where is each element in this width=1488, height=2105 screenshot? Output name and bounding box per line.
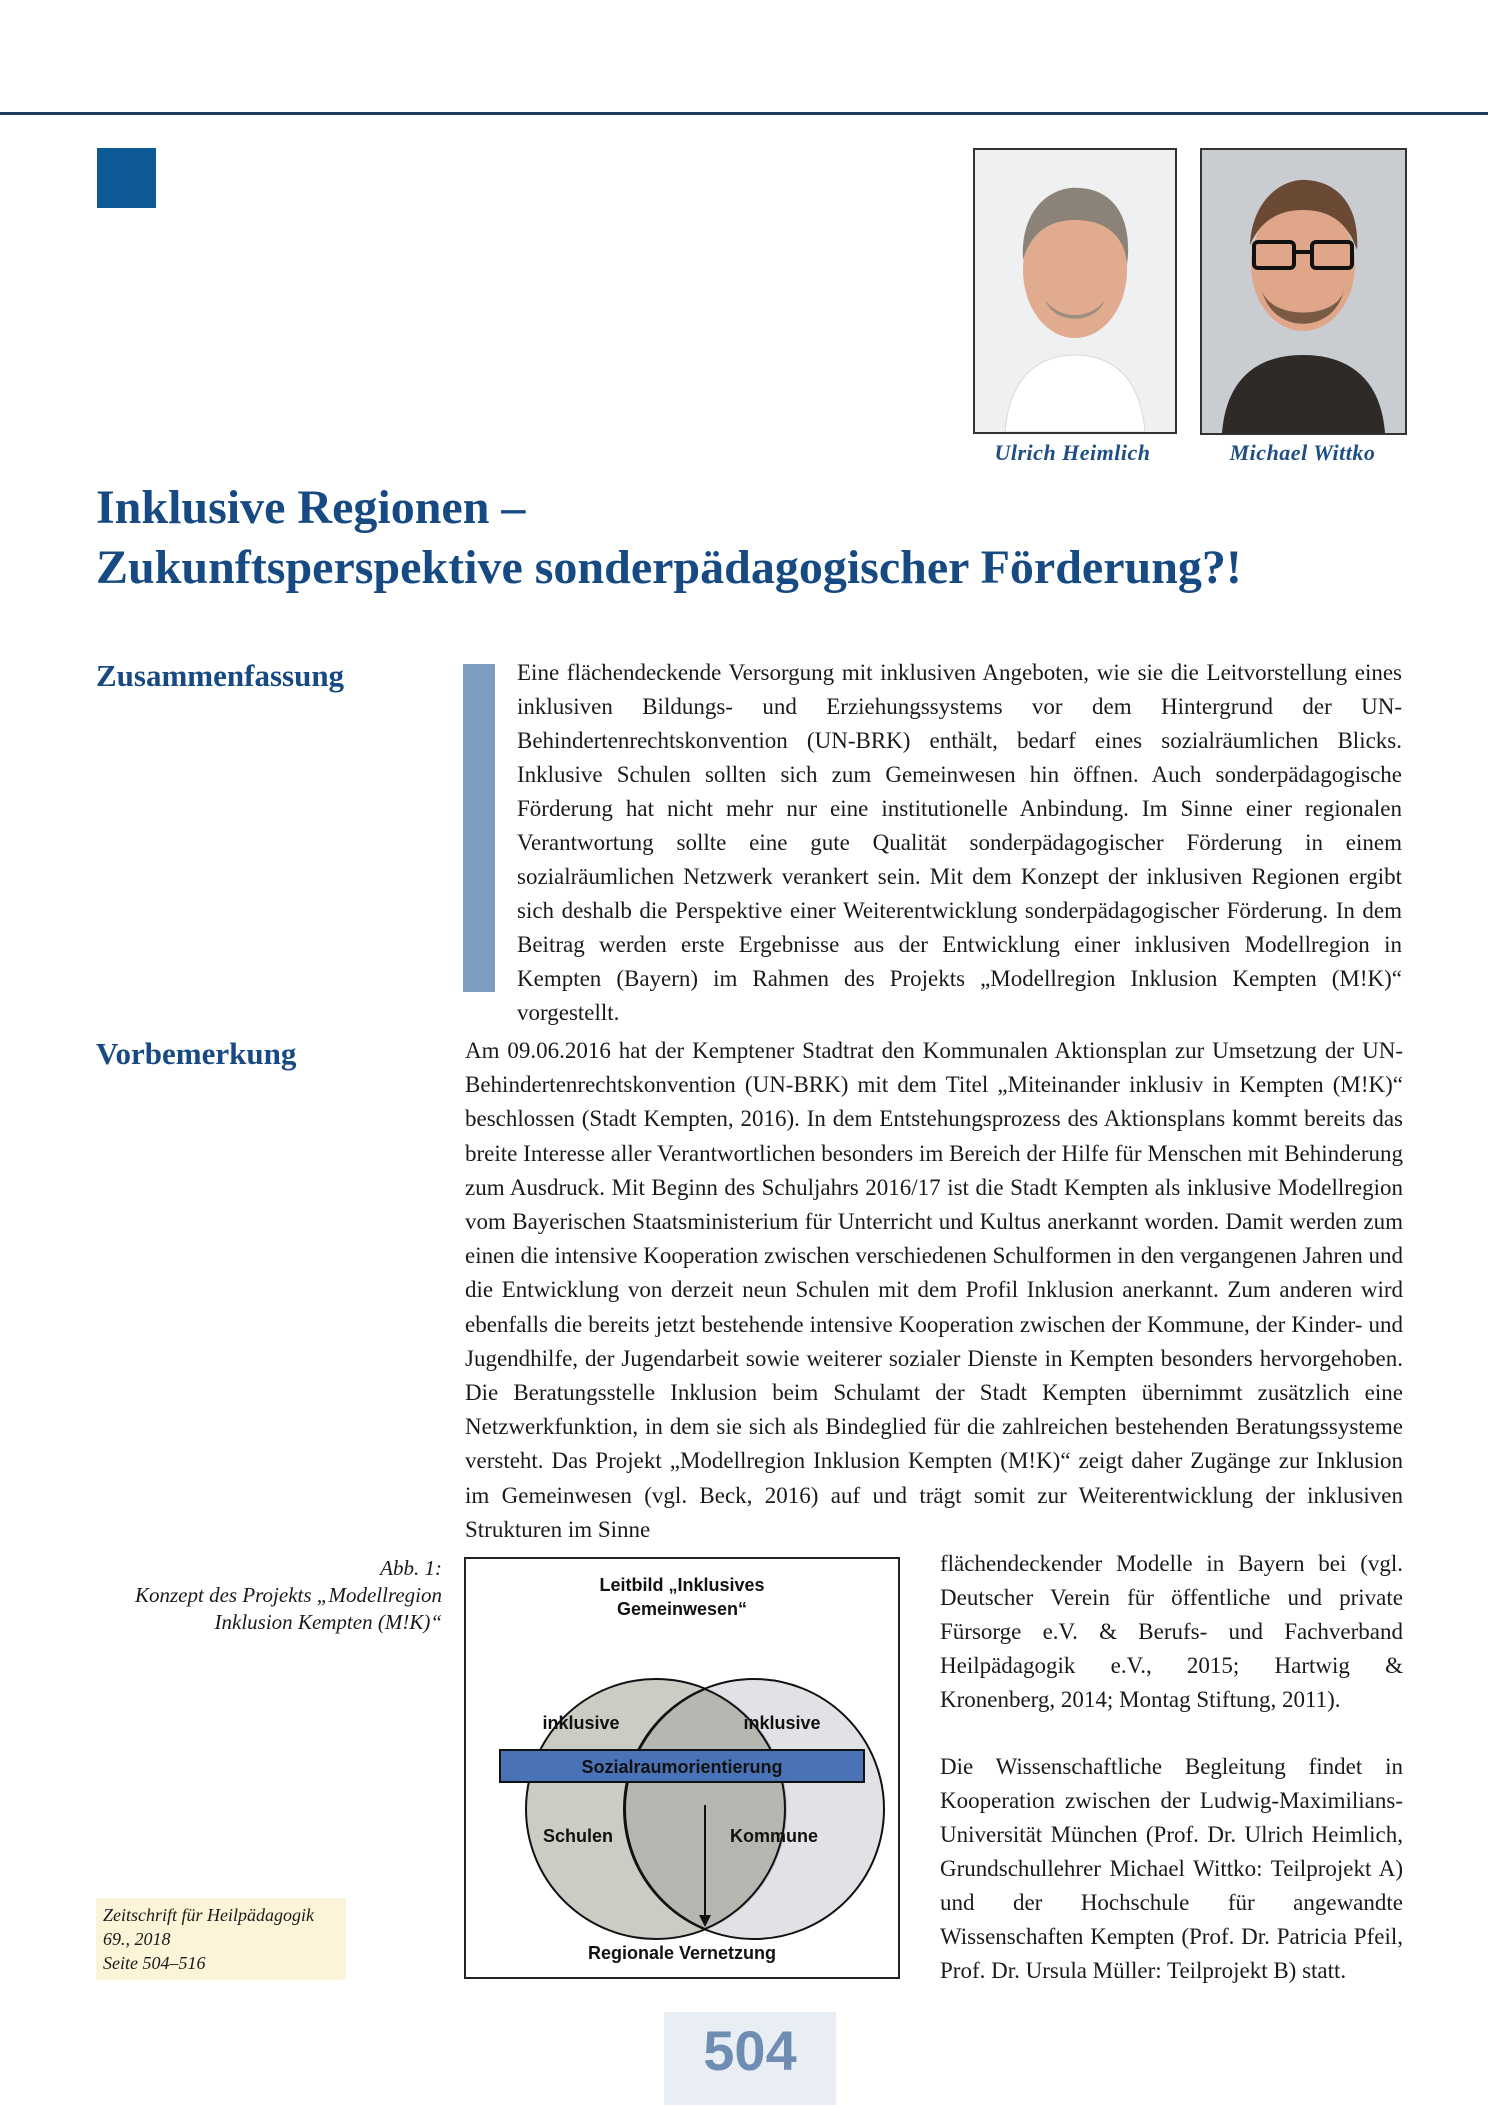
left-bottom-label: Schulen [542,1826,614,1846]
portrait-placeholder-icon [1202,150,1405,433]
caption-line: Konzept des Projekts „Modellregion [135,1583,442,1607]
journal-line: Zeitschrift für Heilpädagogik [103,1905,314,1925]
page-number: 504 [703,2019,797,2082]
abstract-side-bar [463,664,495,992]
author-photo-wittko [1200,148,1407,435]
title-line: Inklusive Regionen – [96,481,526,534]
bottom-label: Regionale Vernetzung [587,1943,777,1963]
author-photo-heimlich [973,148,1177,434]
intro-paragraph-continued: flächendeckender Modelle in Bayern bei (vgl. Deutscher Verein für öffentliche und private Fürsorge e.V. & Berufs- und Fachverband Heilpädagogik e.V., 2015; Hartwig & Kronenberg, 2014; Montag Stiftung, 2011). [940,1551,1403,1712]
author-name: Ulrich Heimlich [994,440,1151,465]
leitbild-line: Gemeinwesen“ [616,1599,748,1619]
journal-line: 69., 2018 [103,1929,171,1949]
abstract-heading: Zusammenfassung [96,658,345,693]
intro-heading: Vorbemerkung [96,1036,297,1071]
concept-diagram [464,1557,900,1979]
right-top-label: inklusive [743,1713,821,1733]
figure-caption [96,1555,442,1636]
abstract-text: Eine flächendeckende Versorgung mit inklusiven Angeboten, wie sie die Leitvorstellung eines inklusiven Bildungs- und Erziehungssystems vor dem Hintergrund der UN-Behindertenrechtskonvention (UN-BRK) enthält, bedarf eines sozialräumlichen Blicks. Inklusive Schulen sollten sich zum Gemeinwesen hin öffnen. Auch sonderpädagogische Förderung hat nicht mehr nur eine institutionelle Anbindung. Im Sinne einer regionalen Verantwortung sollte eine gute Qualität sonderpädagogischer Förderung in einem sozialräumlichen Netzwerk verankert sein. Mit dem Konzept der inklusiven Regionen ergibt sich deshalb die Perspektive einer Weiterentwicklung sonderpädagogischer Förderung. In dem Beitrag werden erste Ergebnisse aus der Entwicklung einer inklusiven Modellregion in Kempten (Bayern) im Rahmen des Projekts „Modellregion Inklusion Kempten (M!K)“ vorgestellt. [517,660,1402,1025]
portrait-placeholder-icon [975,150,1175,432]
left-top-label: inklusive [542,1713,620,1733]
right-bottom-label: Kommune [729,1826,819,1846]
page-number-box [664,2012,836,2105]
caption-line: Abb. 1: [380,1556,442,1580]
intro-paragraph: Am 09.06.2016 hat der Kemptener Stadtrat den Kommunalen Aktionsplan zur Umsetzung der UN-Behindertenrechtskonvention (UN-BRK) mit dem Titel „Miteinander inklusiv in Kempten (M!K)“ beschlossen (Stadt Kempten, 2016). In dem Entstehungsprozess des Aktionsplans kommt bereits das breite Interesse aller Verantwortlichen besonders im Bereich der Hilfe für Menschen mit Behinderung zum Ausdruck. Mit Beginn des Schuljahrs 2016/17 ist die Stadt Kempten als inklusive Modellregion vom Bayerischen Staatsministerium für Unterricht und Kultus anerkannt worden. Damit werden zum einen die intensive Kooperation zwischen verschiedenen Schulformen in den vergangenen Jahren und die Entwicklung von derzeit neun Schulen mit dem Profil Inklusion anerkannt. Zum anderen wird ebenfalls die bereits jetzt bestehende intensive Kooperation zwischen der Kommune, der Kinder- und Jugendhilfe, der Jugendarbeit sowie weiterer sozialer Dienste in Kempten besonders hervorgehoben. Die Beratungsstelle Inklusion beim Schulamt der Stadt Kempten übernimmt zusätzlich eine Netzwerkfunktion, in dem sie sich als Bindeglied für die zahlreichen bestehenden Beratungssysteme versteht. Das Projekt „Modellregion Inklusion Kempten (M!K)“ zeigt daher Zugänge zur Inklusion im Gemeinwesen (vgl. Beck, 2016) auf und trägt somit zur Weiterentwicklung der inklusiven Strukturen im Sinne [465,1038,1403,1542]
title-line: Zukunftsperspektive sonderpädagogischer Förderung?! [96,541,1242,594]
scientific-support-paragraph: Die Wissenschaftliche Begleitung findet in Kooperation zwischen der Ludwig-Maximilians-Universität München (Prof. Dr. Ulrich Heimlich, Grundschullehrer Michael Wittko: Teilprojekt A) und der Hochschule für angewandte Wissenschaften Kempten (Prof. Dr. Patricia Pfeil, Prof. Dr. Ursula Müller: Teilprojekt B) statt. [940,1754,1403,1983]
caption-line: Inklusion Kempten (M!K)“ [214,1610,442,1634]
author-name: Michael Wittko [1229,440,1376,465]
journal-line: Seite 504–516 [103,1953,206,1973]
leitbild-line: Leitbild „Inklusives [599,1575,765,1595]
journal-reference [96,1898,346,1980]
article-title [96,478,1406,598]
section-marker-square [97,148,156,208]
top-rule [0,112,1488,115]
band-label: Sozialraumorientierung [581,1757,783,1777]
